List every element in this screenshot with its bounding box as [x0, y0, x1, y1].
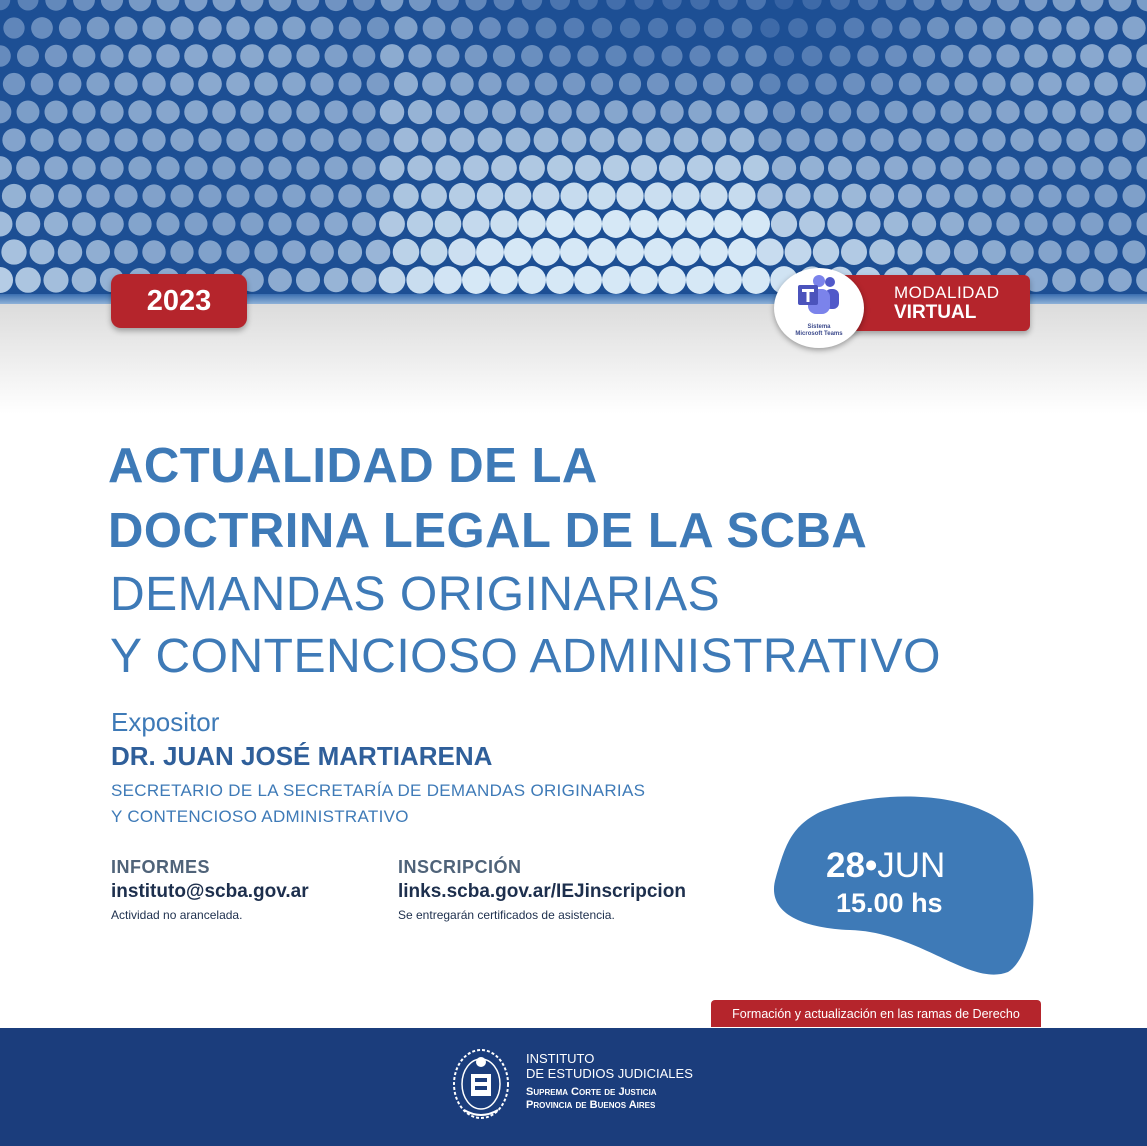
footer-line-2: DE ESTUDIOS JUDICIALES	[526, 1066, 693, 1081]
tagline-text: Formación y actualización en las ramas de Derecho	[732, 1006, 1020, 1021]
event-time: 15.00 hs	[836, 888, 943, 918]
event-day-month	[826, 846, 976, 886]
title-line-2: DOCTRINA LEGAL DE LA SCBA	[108, 504, 868, 558]
subtitle-line-2: Y CONTENCIOSO ADMINISTRATIVO	[110, 630, 941, 683]
teams-badge	[774, 268, 864, 348]
institutional-seal-icon	[450, 1044, 512, 1124]
registration-note: Se entregarán certificados de asistencia.	[398, 908, 615, 922]
year-badge	[111, 274, 247, 328]
tagline-badge	[711, 1000, 1041, 1027]
modality-label: MODALIDAD	[894, 283, 1000, 302]
footer-line-4: Provincia de Buenos Aires	[526, 1099, 656, 1111]
speaker-role	[111, 778, 645, 830]
registration-link[interactable]: links.scba.gov.ar/IEJinscripcion	[398, 881, 686, 902]
speaker-role-line1: SECRETARIO DE LA SECRETARÍA DE DEMANDAS ORIGINARIAS	[111, 781, 646, 800]
speaker-role-line2: Y CONTENCIOSO ADMINISTRATIVO	[111, 807, 409, 826]
modality-value: VIRTUAL	[894, 302, 977, 323]
event-month: JUN	[877, 846, 946, 885]
event-day: 28	[826, 846, 865, 885]
speaker-name: DR. JUAN JOSÉ MARTIARENA	[111, 741, 493, 771]
dot-pattern	[0, 0, 1147, 300]
footer-line-1: INSTITUTO	[526, 1051, 595, 1066]
speaker-label: Expositor	[111, 707, 220, 737]
info-email-link[interactable]: instituto@scba.gov.ar	[111, 881, 309, 902]
info-note: Actividad no arancelada.	[111, 908, 243, 922]
footer-line-3: Suprema Corte de Justicia	[526, 1086, 657, 1098]
teams-caption-line1: Sistema	[807, 324, 831, 330]
year-text: 2023	[146, 284, 212, 317]
dot-pattern-banner	[0, 0, 1147, 300]
subtitle-line-1: DEMANDAS ORIGINARIAS	[110, 568, 721, 621]
event-date	[826, 846, 976, 919]
info-heading: INFORMES	[111, 857, 211, 877]
event-separator: •	[864, 846, 878, 885]
teams-caption	[774, 324, 864, 338]
registration-heading: INSCRIPCIÓN	[398, 857, 522, 877]
microsoft-teams-icon	[795, 274, 843, 320]
modality-badge	[840, 275, 1030, 331]
teams-caption-line2: Microsoft Teams	[795, 331, 843, 337]
title-line-1: ACTUALIDAD DE LA	[108, 439, 598, 493]
